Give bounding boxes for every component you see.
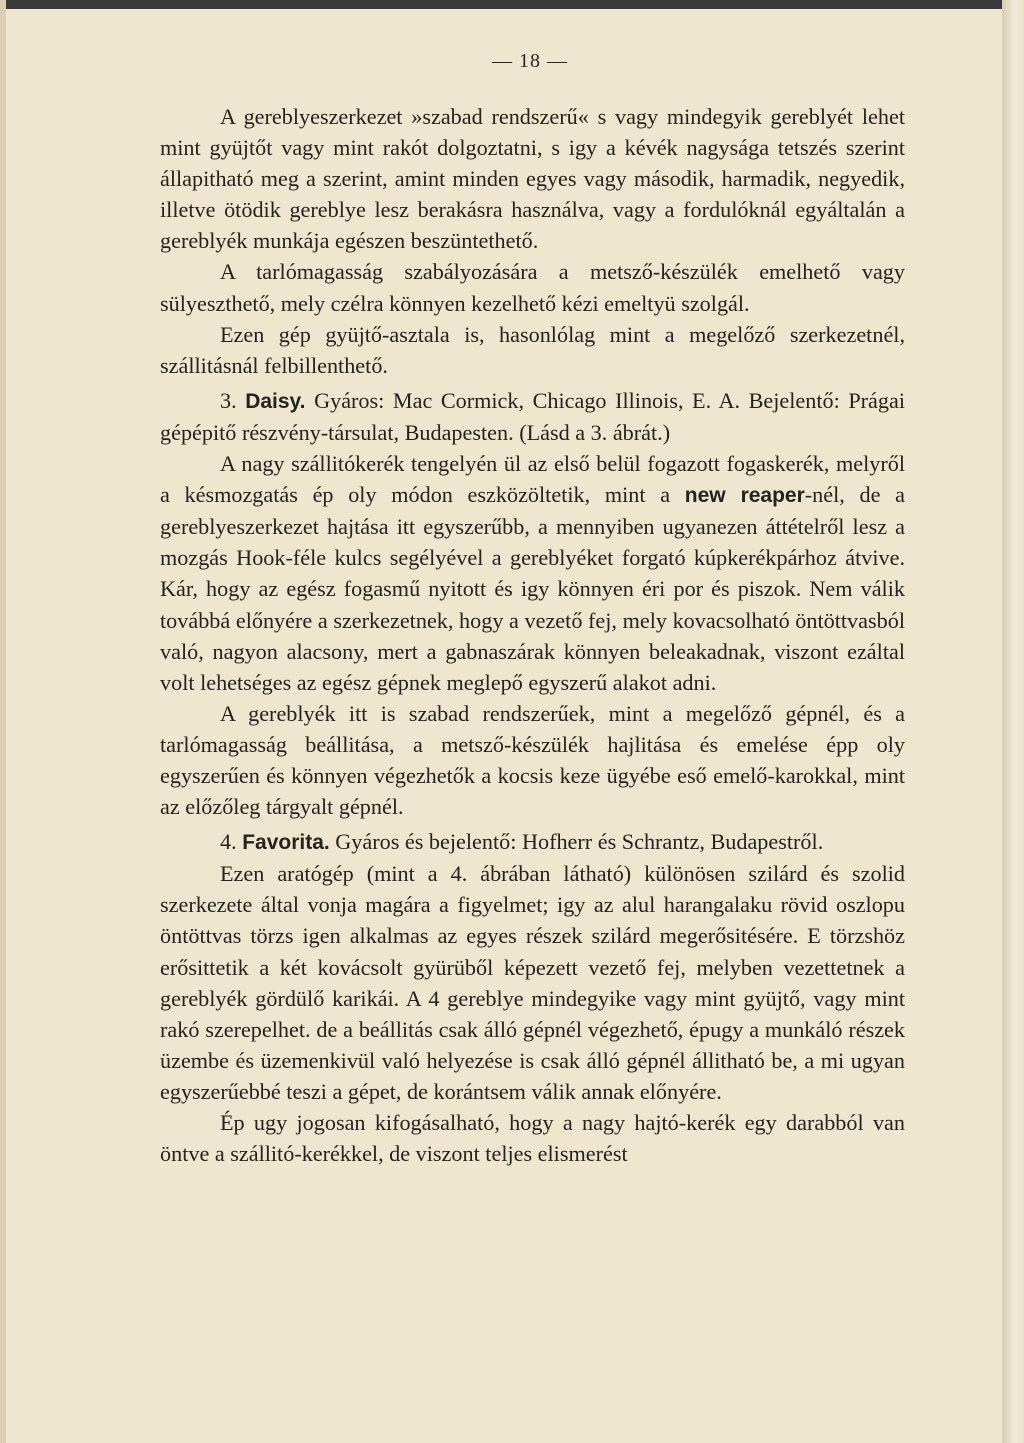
scan-border-right: [1002, 0, 1024, 1443]
paragraph: Ezen aratógép (mint a 4. ábrában látható) különösen szilárd és szolid szerkezete által vonja magára a figyelmet; igy az alul harangalaku rövid oszlopu öntöttvas törzs igen alkalmas az egyes részek szilárd megerősitésére. E törzshöz erősittetik a két kovácsolt gyürüből képezett vezető fej, melyben vezettetnek a gereblyék gördülő karikái. A 4 gereblye mindegyike vagy mint gyüjtő, vagy mint rakó szerepelhet. de a beállitás csak álló gépnél végezhető, épugy a munkáló részek üzembe és üzemenkivül való helyezése is csak álló gépnél állitható be, a mi ugyan egyszerűebbé teszi a gépet, de korántsem válik annak előnyére.: [160, 861, 905, 1104]
section-paragraph-favorita: [160, 826, 905, 858]
section-number: 3.: [220, 387, 246, 413]
paragraph-text: -nél, de a gereblyeszerkezet hajtása itt egyszerűbb, a mennyiben ugyanezen áttételről lesz a mozgás Hook-féle kulcs segélyével a gereblyéket forgató kúpkerékpárhoz átvive. Kár, hogy az egész fogasmű nyitott és igy könnyen éri por és piszok. Nem válik továbbá előnyére a szerkezetnek, hogy a vezető fej, mely kovacsolható öntöttvasból való, nagyon alacsony, mert a gabnaszárak könnyen beleakadnak, viszont ezáltal volt lehetséges az egész gépnek meglepő egyszerű alakot adni.: [160, 482, 905, 695]
paragraph: Ezen gép gyüjtő-asztala is, hasonlólag mint a megelőző szerkezetnél, szállitásnál felbillenthető.: [160, 321, 905, 378]
paragraph: Ép ugy jogosan kifogásalható, hogy a nagy hajtó-kerék egy darabból van öntve a szállitó-kerékkel, de viszont teljes elismerést: [160, 1110, 905, 1167]
section-title-favorita: Favorita.: [242, 831, 330, 855]
paragraph: [160, 448, 905, 698]
scan-border-top: [0, 0, 1024, 9]
scan-border-left: [0, 0, 6, 1443]
page-number: — 18 —: [492, 50, 568, 72]
paragraph: A gereblyék itt is szabad rendszerűek, mint a megelőző gépnél, és a tarlómagasság beállitása, a metsző-készülék hajlitása és emelése épp oly egyszerűen és könnyen végezhetők a kocsis keze ügyébe eső emelő-karokkal, mint az előzőleg tárgyalt gépnél.: [160, 700, 905, 820]
section-paragraph-daisy: [160, 385, 905, 448]
section-title-daisy: Daisy.: [245, 389, 306, 413]
paragraph: A tarlómagasság szabályozására a metsző-készülék emelhető vagy sülyeszthető, mely czélra könnyen kezelhető kézi emeltyü szolgál.: [160, 259, 905, 316]
body-text: [160, 101, 905, 1169]
section-text: Gyáros: Mac Cormick, Chicago Illinois, E. A. Bejelentő: Prágai gépépitő részvény-társulat, Budapesten. (Lásd a 3. ábrát.): [160, 387, 905, 445]
paragraph: A gereblyeszerkezet »szabad rendszerű« s vagy mindegyik gereblyét lehet mint gyüjtőt vagy mint rakót dolgoztatni, s igy a kévék nagysága tetszés szerint állapitható meg a szerint, amint minden egyes vagy második, harmadik, negyedik, illetve ötödik gereblye lesz berakásra használva, vagy a fordulóknál egyáltalán a gereblyék munkája egészen beszüntethető.: [160, 104, 905, 254]
section-number: 4.: [220, 829, 243, 855]
section-text: Gyáros és bejelentő: Hofherr és Schrantz, Budapestről.: [329, 829, 824, 855]
paragraph-text: A nagy szállitókerék tengelyén ül az első belül fogazott fogaskerék, melyről a késmozgatás ép oly módon eszközöltetik, mint a: [160, 451, 905, 508]
emphasis-new-reaper: new reaper: [684, 484, 805, 508]
